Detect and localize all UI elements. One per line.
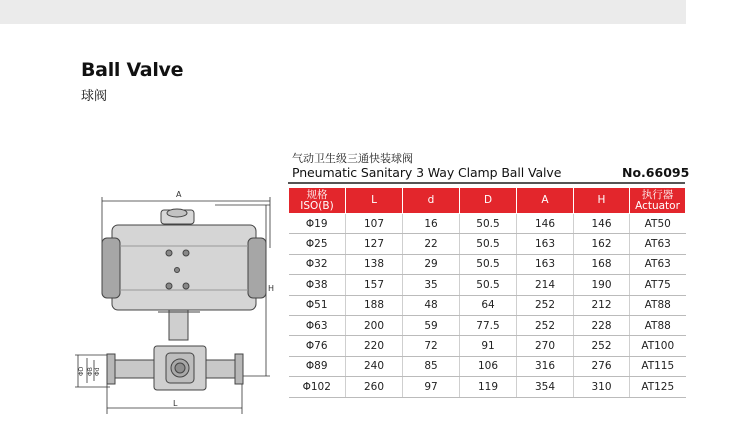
table-cell: AT115: [630, 356, 686, 376]
table-cell: Φ102: [289, 377, 346, 397]
label-d: Φd: [94, 367, 101, 376]
table-cell: 163: [517, 234, 574, 254]
table-row: [289, 275, 686, 295]
table-cell: 212: [574, 295, 630, 315]
table-cell: 146: [574, 214, 630, 234]
table-cell: 127: [346, 234, 403, 254]
table-cell: 252: [517, 295, 574, 315]
label-A: A: [176, 190, 182, 199]
table-row: [289, 336, 686, 356]
table-cell: 50.5: [460, 254, 517, 274]
column-header: 规格 ISO(B): [289, 188, 346, 214]
table-cell: 59: [403, 315, 460, 335]
table-cell: 64: [460, 295, 517, 315]
table-cell: AT63: [630, 254, 686, 274]
column-header: H: [574, 188, 630, 214]
divider: [288, 182, 685, 184]
table-cell: 276: [574, 356, 630, 376]
table-cell: Φ76: [289, 336, 346, 356]
spec-table: [288, 187, 686, 398]
column-header: A: [517, 188, 574, 214]
label-D: ΦD: [78, 366, 85, 376]
table-cell: 35: [403, 275, 460, 295]
table-cell: 72: [403, 336, 460, 356]
table-cell: Φ19: [289, 214, 346, 234]
indicator-top: [167, 209, 187, 217]
table-cell: 77.5: [460, 315, 517, 335]
table-cell: 310: [574, 377, 630, 397]
page-title: Ball Valve: [81, 59, 184, 81]
table-cell: 50.5: [460, 214, 517, 234]
table-cell: Φ51: [289, 295, 346, 315]
column-header: d: [403, 188, 460, 214]
table-cell: 22: [403, 234, 460, 254]
table-cell: Φ38: [289, 275, 346, 295]
table-cell: 146: [517, 214, 574, 234]
table-cell: Φ89: [289, 356, 346, 376]
table-row: [289, 356, 686, 376]
table-cell: 252: [517, 315, 574, 335]
actuator-cap-right: [248, 238, 266, 298]
table-cell: 190: [574, 275, 630, 295]
table-cell: 354: [517, 377, 574, 397]
table-cell: 162: [574, 234, 630, 254]
column-header: D: [460, 188, 517, 214]
table-cell: 260: [346, 377, 403, 397]
table-row: [289, 254, 686, 274]
label-L: L: [173, 399, 178, 408]
table-cell: AT125: [630, 377, 686, 397]
table-cell: 50.5: [460, 275, 517, 295]
table-cell: 168: [574, 254, 630, 274]
table-row: [289, 315, 686, 335]
table-cell: 85: [403, 356, 460, 376]
table-cell: AT50: [630, 214, 686, 234]
table-cell: 16: [403, 214, 460, 234]
table-cell: 91: [460, 336, 517, 356]
table-row: [289, 377, 686, 397]
table-cell: 220: [346, 336, 403, 356]
table-cell: 270: [517, 336, 574, 356]
table-cell: 157: [346, 275, 403, 295]
table-cell: AT63: [630, 234, 686, 254]
table-cell: 138: [346, 254, 403, 274]
table-cell: 252: [574, 336, 630, 356]
flange-left: [107, 354, 115, 384]
table-cell: 50.5: [460, 234, 517, 254]
table-cell: 214: [517, 275, 574, 295]
table-cell: AT88: [630, 315, 686, 335]
label-B: ΦB: [87, 367, 94, 376]
flange-right: [235, 354, 243, 384]
table-cell: AT100: [630, 336, 686, 356]
product-number: No.66095: [622, 165, 690, 180]
table-header-row: [289, 188, 686, 214]
pipe-left: [114, 360, 154, 378]
column-header: 执行器 Actuator: [630, 188, 686, 214]
product-name-en: Pneumatic Sanitary 3 Way Clamp Ball Valve: [292, 165, 562, 180]
table-cell: 163: [517, 254, 574, 274]
table-row: [289, 234, 686, 254]
label-H: H: [268, 284, 275, 293]
table-row: [289, 214, 686, 234]
page-subtitle: 球阀: [81, 89, 108, 104]
product-name-cn: 气动卫生级三通快装球阀: [292, 152, 413, 165]
actuator-cap-left: [102, 238, 120, 298]
table-cell: AT75: [630, 275, 686, 295]
table-cell: 106: [460, 356, 517, 376]
actuator-body: [112, 225, 256, 310]
table-cell: 228: [574, 315, 630, 335]
table-cell: Φ25: [289, 234, 346, 254]
table-cell: AT88: [630, 295, 686, 315]
table-cell: 48: [403, 295, 460, 315]
top-bar: [0, 0, 686, 24]
table-cell: 107: [346, 214, 403, 234]
table-cell: 240: [346, 356, 403, 376]
valve-drawing: [70, 188, 285, 420]
table-cell: 29: [403, 254, 460, 274]
bracket: [169, 310, 188, 340]
table-cell: 188: [346, 295, 403, 315]
table-cell: Φ32: [289, 254, 346, 274]
table-cell: 119: [460, 377, 517, 397]
table-cell: 316: [517, 356, 574, 376]
table-cell: 97: [403, 377, 460, 397]
table-cell: 200: [346, 315, 403, 335]
column-header: L: [346, 188, 403, 214]
table-cell: Φ63: [289, 315, 346, 335]
table-row: [289, 295, 686, 315]
